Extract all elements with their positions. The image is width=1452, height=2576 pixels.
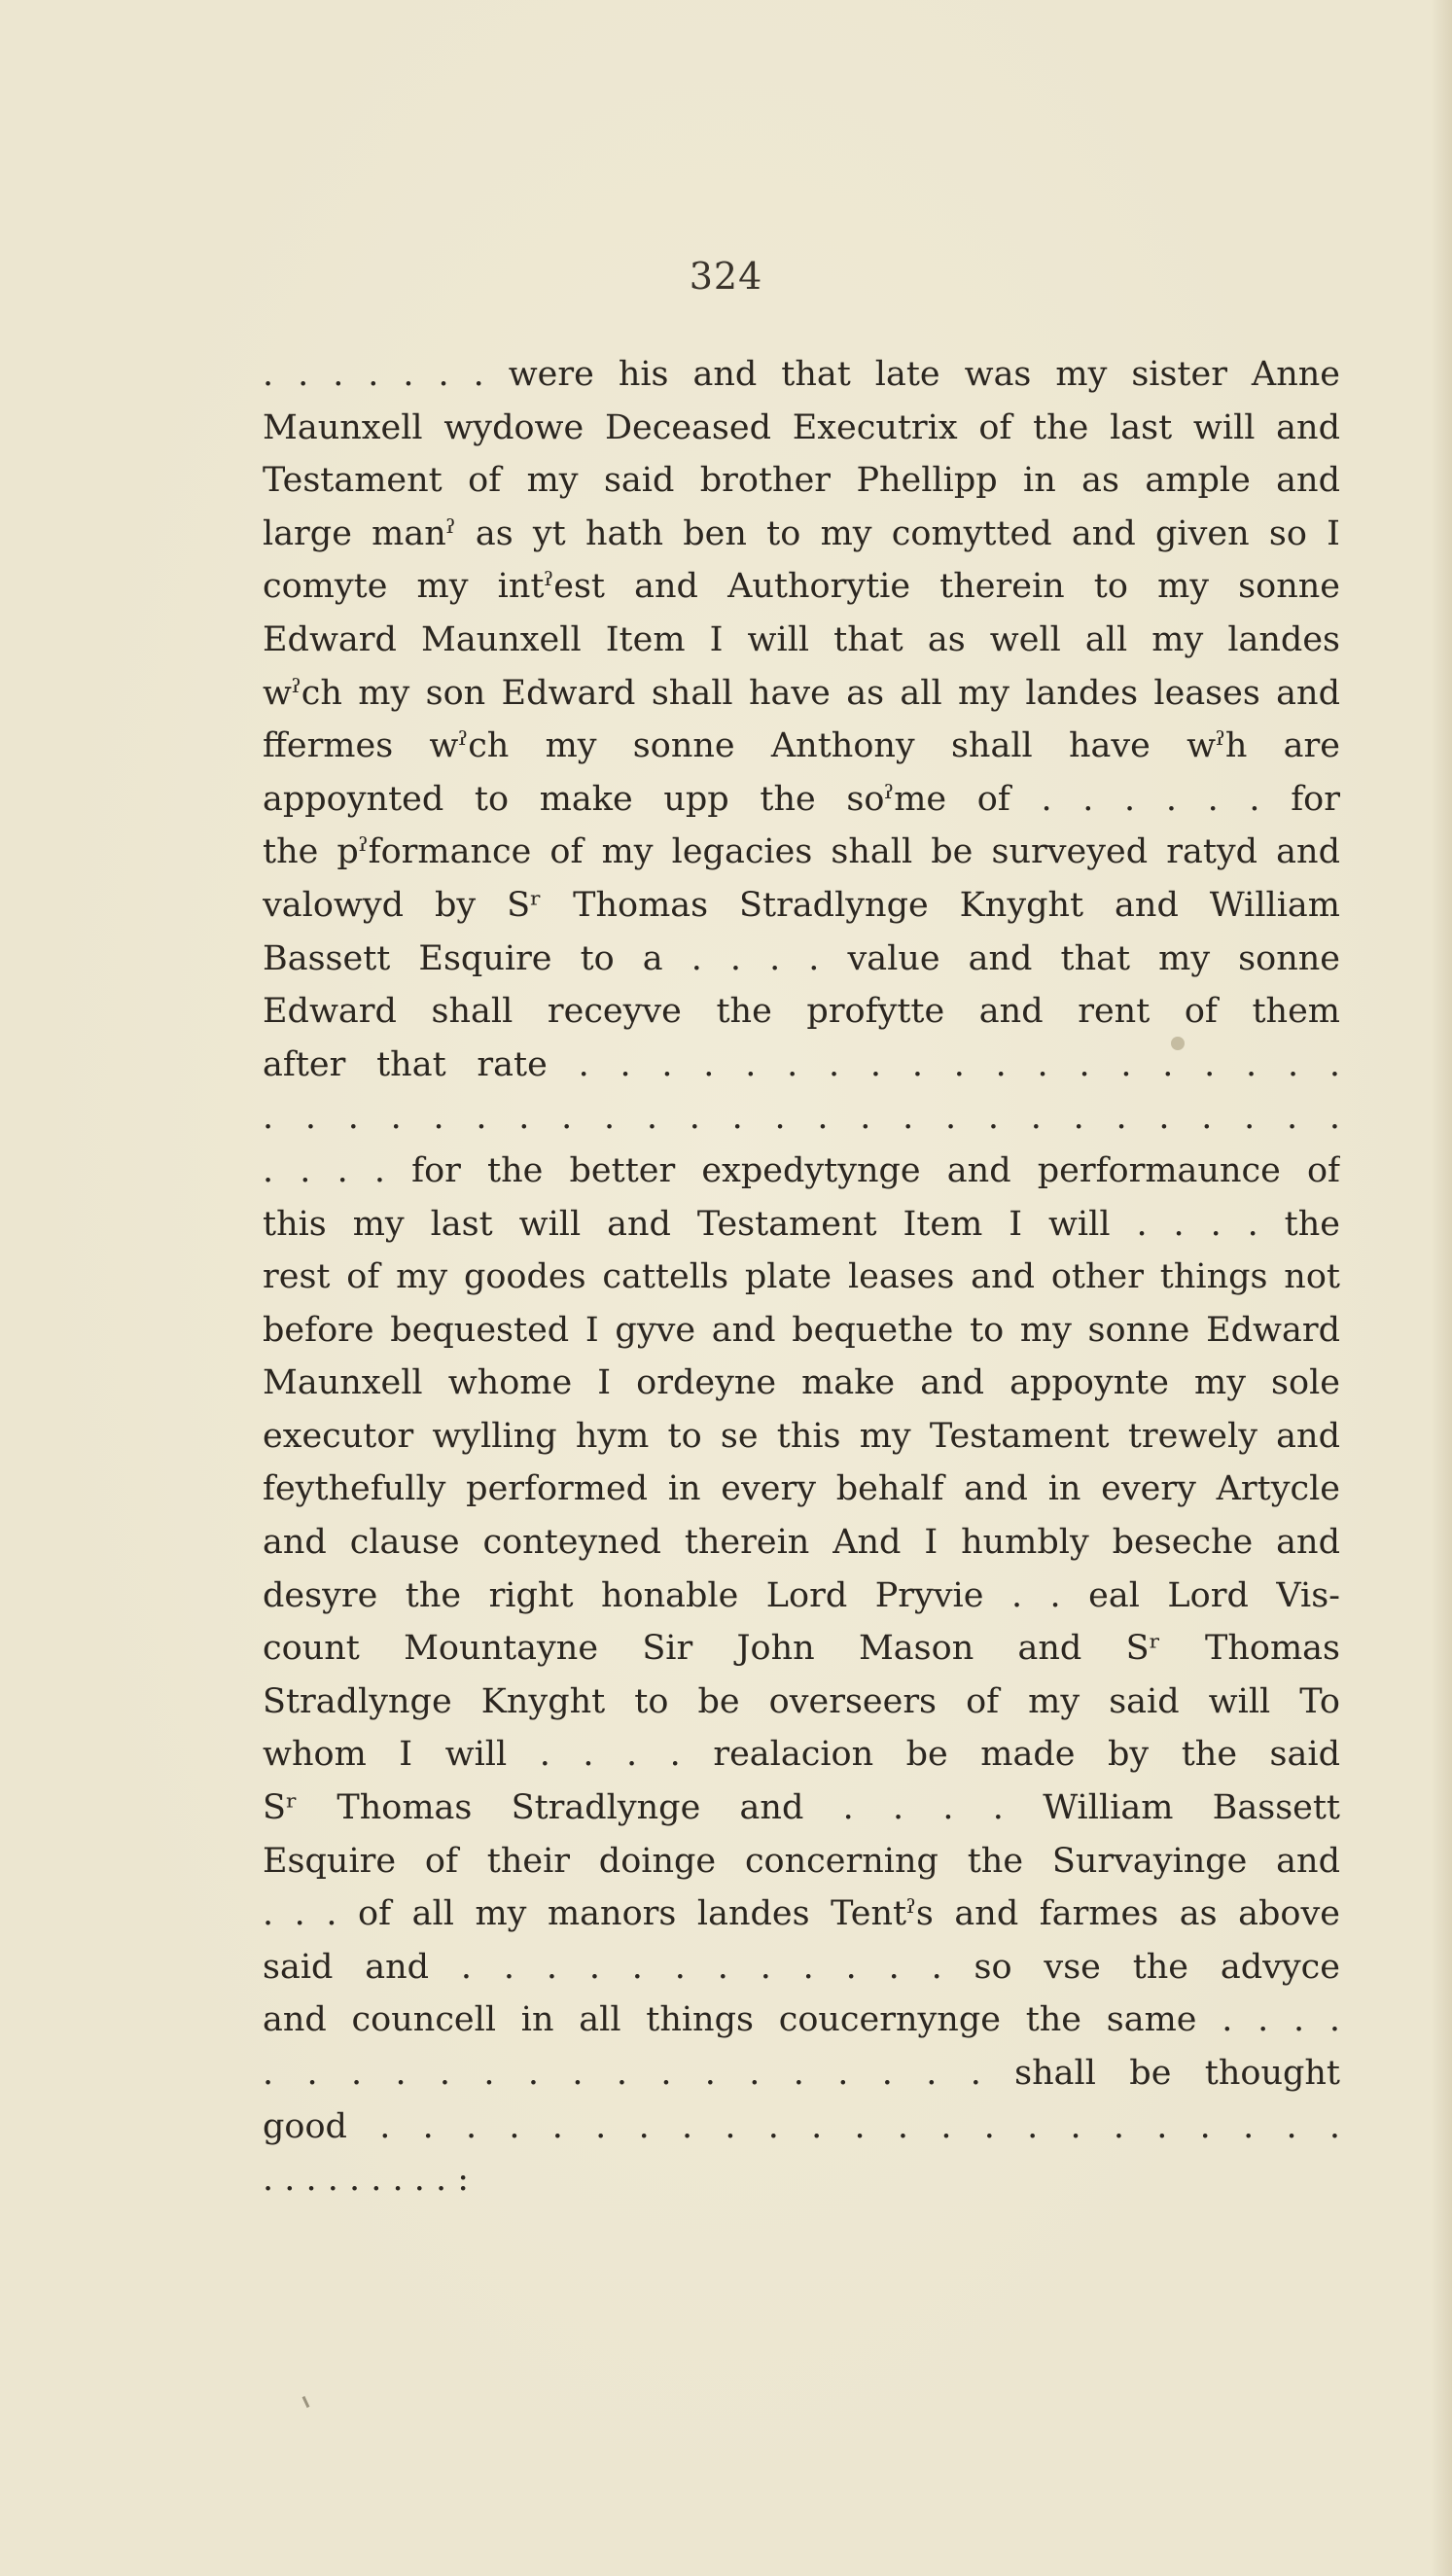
text-line: executor wylling hym to se this my Testament trewely and — [263, 1416, 1340, 1456]
text-line: and clause conteyned therein And I humbly beseche and — [263, 1523, 1340, 1563]
text-line: Edward shall receyve the profytte and rent of them — [263, 992, 1340, 1032]
text-line: Testament of my said brother Phellipp in as ample and — [263, 461, 1340, 501]
text-line: . . . . for the better expedytynge and performaunce of — [263, 1150, 1340, 1190]
text-line: rest of my goodes cattells plate leases and other things not — [263, 1257, 1340, 1297]
text-line: appoynted to make upp the soˀme of . . . . . . for — [263, 779, 1340, 819]
text-line: count Mountayne Sir John Mason and Sʳ Thomas — [263, 1629, 1340, 1669]
text-line: good . . . . . . . . . . . . . . . . . . . . . . . — [263, 2106, 1340, 2146]
text-line: the pˀformance of my legacies shall be surveyed ratyd and — [263, 832, 1340, 872]
page-number: 324 — [689, 255, 763, 298]
text-line: . . . . . . . . . . . . . . . . . . . . . . . . . . — [263, 1098, 1340, 1138]
text-line: comyte my intˀest and Authorytie therein to my sonne — [263, 567, 1340, 607]
text-line: . . . . . . . . . : — [263, 2160, 470, 2200]
text-line: Stradlynge Knyght to be overseers of my said will To — [263, 1681, 1340, 1721]
text-line: after that rate . . . . . . . . . . . . . . . . . . . — [263, 1044, 1340, 1084]
text-line: . . . of all my manors landes Tentˀs and farmes as above — [263, 1894, 1340, 1934]
text-line: Edward Maunxell Item I will that as well all my landes — [263, 619, 1340, 659]
text-line: this my last will and Testament Item I will . . . . the — [263, 1204, 1340, 1244]
text-line: and councell in all things coucernynge the same . . . . — [263, 2000, 1340, 2040]
text-line: said and . . . . . . . . . . . . so vse the advyce — [263, 1947, 1340, 1987]
text-line: Bassett Esquire to a . . . . value and that my sonne — [263, 938, 1340, 978]
text-line: valowyd by Sʳ Thomas Stradlynge Knyght and William — [263, 885, 1340, 925]
text-line: Maunxell whome I ordeyne make and appoynte my sole — [263, 1363, 1340, 1403]
stray-mark — [302, 2396, 310, 2408]
text-line: Maunxell wydowe Deceased Executrix of the last will and — [263, 407, 1340, 447]
text-line: . . . . . . . . . . . . . . . . . shall be thought — [263, 2054, 1340, 2093]
text-line: large manˀ as yt hath ben to my comytted and given so I — [263, 513, 1340, 553]
text-line: wˀch my son Edward shall have as all my landes leases and — [263, 673, 1340, 713]
text-line: ffermes wˀch my sonne Anthony shall have wˀh are — [263, 726, 1340, 766]
text-line: before bequested I gyve and bequethe to my sonne Edward — [263, 1310, 1340, 1350]
text-line: Sʳ Thomas Stradlynge and . . . . William Bassett — [263, 1788, 1340, 1828]
will-text-block — [263, 348, 1340, 2206]
ink-spot — [1171, 1037, 1185, 1050]
text-line: desyre the right honable Lord Pryvie . . eal Lord Vis- — [263, 1575, 1340, 1615]
text-line: . . . . . . . were his and that late was my sister Anne — [263, 355, 1340, 394]
text-line: Esquire of their doinge concerning the Survayinge and — [263, 1841, 1340, 1881]
text-line: whom I will . . . . realacion be made by the said — [263, 1735, 1340, 1775]
page-edge-shadow — [1431, 0, 1452, 2576]
text-line: feythefully performed in every behalf and in every Artycle — [263, 1469, 1340, 1509]
